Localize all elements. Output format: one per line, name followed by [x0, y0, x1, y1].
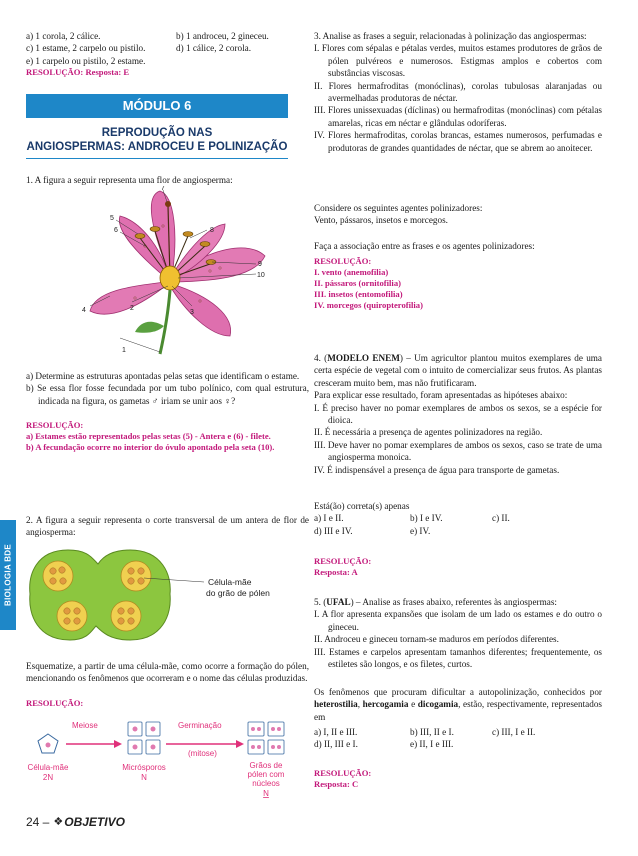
q5-item-2: II. Androceu e gineceu tornam-se maduros em períodos diferentes.: [314, 634, 559, 645]
module-subtitle-2: ANGIOSPERMAS: ANDROCEU E POLINIZAÇÃO: [26, 141, 288, 153]
cell-mae-label: Célula-mãe: [27, 763, 69, 772]
q2-res-title: RESOLUÇÃO:: [26, 698, 84, 708]
microspore-group: [128, 722, 160, 754]
q1-res-a: a) Estames estão representados pelas setas (5) - Antera e (6) - filete.: [26, 431, 271, 441]
q0-option-c: c) 1 estame, 2 carpelo ou pistilo.: [26, 43, 146, 54]
microsporos-ploidy: N: [141, 773, 147, 782]
q5-source: UFAL: [326, 597, 351, 607]
term-hercogamia: hercogamia: [362, 699, 409, 710]
q4: [314, 352, 602, 476]
footer: [26, 814, 125, 830]
q3-res-4: IV. morcegos (quiropterofilia): [314, 300, 423, 310]
q3-item-4: IV. Flores hermafroditas, corolas brancas, estames numerosos, perfumadas e produtoras de grandes quantidades de néctar, que se abrem ao anoitecer.: [314, 130, 602, 153]
q3-agents: [314, 202, 602, 227]
q4-res-title: RESOLUÇÃO:: [314, 556, 372, 566]
q1-items: [26, 370, 309, 407]
meiose-label: Meiose: [72, 721, 98, 730]
anther-label-1: Célula-mãe: [208, 577, 252, 587]
graos-ploidy: N: [263, 789, 269, 798]
anther-label-2: do grão de pólen: [206, 588, 270, 598]
q5-res-title: RESOLUÇÃO:: [314, 768, 372, 778]
q4-item-4: IV. É indispensável a presença de água para transporte de gametas.: [314, 464, 560, 475]
q5-paragraph: Os fenômenos que procuram dificultar a autopolinização, conhecidos por heterostilia, hercogamia e dicogamia, estão, respectivamente, representados em: [314, 687, 602, 722]
graos-label-2: pólen com: [247, 770, 285, 779]
q4-option-d: d) III e IV.: [314, 525, 353, 536]
cell-mae-ploidy: 2N: [42, 773, 54, 782]
q5-options: [314, 726, 602, 751]
q4-item-1: I. É preciso haver no pomar exemplares de ambos os sexos, se a espécie for dioica.: [314, 402, 602, 426]
pollen-grain-group: [248, 722, 284, 754]
q3-agents-intro: Considere os seguintes agentes polinizadores:: [314, 203, 483, 213]
q3-item-1: I. Flores com sépalas e pétalas verdes, muitos estames produtores de grãos de pólen pulvéreos e numerosos. Estigmas amplos e cobertos com substâncias viscosas.: [314, 43, 602, 79]
q5-item-1: I. A flor apresenta expansões que isolam de um lado os estames e do outro o gineceu.: [314, 609, 602, 632]
q4-option-b: b) I e IV.: [410, 513, 443, 524]
q5-res-answer: Resposta: C: [314, 779, 359, 789]
q1-stem: 1. A figura a seguir representa uma flor de angiosperma:: [26, 175, 233, 185]
module-divider: [26, 158, 288, 159]
q2-prompt: Esquematize, a partir de uma célula-mãe, como ocorre a formação do pólen, mencionando os fenômenos que ocorreram e o nome das células produzidas.: [26, 661, 309, 684]
flower-label-3: 3: [190, 309, 194, 316]
flower-label-7: 7: [161, 186, 165, 192]
graos-label-3: núcleos: [252, 779, 280, 788]
term-heterostilia: heterostilia: [314, 699, 358, 710]
q4-item-3: III. Deve haver no pomar exemplares de ambos os sexos, caso se trate de uma angiosperma monoica.: [314, 439, 602, 463]
q5-option-d: d) II, III e I.: [314, 739, 358, 750]
flower-label-6: 6: [114, 227, 118, 234]
page-number: 24 –: [26, 815, 50, 829]
q1-res-title: RESOLUÇÃO:: [26, 420, 84, 430]
flower-label-9: 9: [258, 261, 262, 268]
q4-line2: Para explicar esse resultado, foram apresentadas as hipóteses abaixo:: [314, 390, 568, 401]
q4-source: MODELO ENEM: [327, 353, 400, 363]
pollen-diagram: [26, 712, 311, 804]
flower-label-5: 5: [110, 215, 114, 222]
q1-resolution: [26, 420, 316, 453]
q3-resolution: [314, 256, 602, 311]
graos-label-1: Grãos de: [249, 761, 283, 770]
sidebar-tab: [0, 520, 16, 630]
q5: [314, 596, 602, 670]
q3-res-3: III. insetos (entomofilia): [314, 289, 403, 299]
brand-name: OBJETIVO: [64, 815, 125, 829]
flower-petals: [90, 191, 265, 336]
q4-option-c: c) II.: [492, 513, 510, 524]
mitose-label: (mitose): [188, 749, 217, 758]
q0-options: [26, 30, 311, 78]
q3-agents-list: Vento, pássaros, insetos e morcegos.: [314, 215, 448, 226]
flower-label-2: 2: [130, 305, 134, 312]
q3-item-2: II. Flores hermafroditas (monóclinas), corolas tubulosas alaranjadas ou avermelhadas produtoras de néctar.: [314, 80, 602, 104]
term-dicogamia: dicogamia: [417, 699, 459, 710]
q5-option-c: c) III, I e II.: [492, 727, 536, 737]
q3-res-title: RESOLUÇÃO:: [314, 256, 372, 266]
q0-resolution: RESOLUÇÃO: Resposta: E: [26, 67, 130, 78]
germinacao-label: Germinação: [178, 721, 222, 730]
q5-item-3: III. Estames e carpelos apresentam tamanhos diferentes; frequentemente, os estiletes são longos, e os filetes, curtos.: [314, 646, 602, 670]
q0-option-e: e) 1 carpelo ou pistilo, 2 estame.: [26, 55, 146, 66]
q5-resolution: [314, 768, 371, 790]
flower-label-10: 10: [257, 272, 265, 279]
q0-option-d: d) 1 cálice, 2 corola.: [176, 43, 251, 54]
q4-option-a: a) I e II.: [314, 513, 344, 524]
flower-label-1: 1: [122, 347, 126, 354]
flower-figure: [60, 186, 280, 356]
ovary: [160, 266, 180, 290]
q4-options: [314, 500, 602, 537]
q4-option-e: e) IV.: [410, 525, 431, 536]
q3: [314, 30, 602, 154]
q4-resolution: [314, 556, 371, 578]
q4-item-2: II. É necessária a presença de agentes polinizadores na região.: [314, 427, 543, 438]
q2-stem: 2. A figura a seguir representa o corte transversal de um antera de flor de angiosperma:: [26, 515, 309, 538]
q3-item-3: III. Flores unissexuadas (díclinas) ou hermafroditas (monóclinas) com pétalas amarelas, ricas em néctar e glândulas odoríferas.: [314, 105, 602, 128]
sidebar-text: BIOLOGIA BDE: [3, 544, 13, 606]
q3-res-1: I. vento (anemofilia): [314, 267, 389, 277]
q3-assoc: Faça a associação entre as frases e os agentes polinizadores:: [314, 241, 535, 251]
q3-res-2: II. pássaros (ornitofilia): [314, 278, 401, 288]
q5-stem: 5. (UFAL) – Analise as frases abaixo, referentes às angiospermas:: [314, 597, 557, 607]
flower-label-4: 4: [82, 307, 86, 314]
q4-stem: 4. (MODELO ENEM) – Um agricultor plantou muitos exemplares de uma certa espécie de vegetal com o intuito de comercializar seus frutos. As plantas cresceram muito bem, mas não frutificaram.: [314, 353, 603, 388]
stigma: [165, 201, 171, 207]
q0-option-b: b) 1 androceu, 2 gineceu.: [176, 31, 269, 41]
stem: [160, 290, 170, 354]
q1-item-a: a) Determine as estruturas apontadas pelas setas que identificam o estame.: [26, 371, 300, 381]
brand-logo-icon: ❖: [53, 816, 64, 828]
module-title: MÓDULO 6: [26, 94, 288, 118]
q1-item-b: b) Se essa flor fosse fecundada por um tubo polínico, com qual estrutura, indicada na figura, os gametas ♂ iriam se unir aos ♀?: [26, 383, 309, 406]
q3-stem: 3. Analise as frases a seguir, relacionadas à polinização das angiospermas:: [314, 31, 587, 41]
microsporos-label: Micrósporos: [122, 763, 166, 772]
q0-option-a: a) 1 corola, 2 cálice.: [26, 31, 101, 41]
q1-res-b: b) A fecundação ocorre no interior do óvulo apontado pela seta (10).: [26, 442, 275, 452]
q4-question: Está(ão) correta(s) apenas: [314, 501, 410, 511]
q5-option-b: b) III, II e I.: [410, 727, 454, 737]
sepal: [135, 322, 164, 333]
module-subtitle-1: REPRODUÇÃO NAS: [101, 127, 213, 139]
q5-option-a: a) I, II e III.: [314, 727, 358, 737]
q5-option-e: e) II, I e III.: [410, 739, 454, 750]
flower-label-8: 8: [210, 227, 214, 234]
anther-figure: [26, 540, 311, 648]
q4-res-answer: Resposta: A: [314, 567, 358, 577]
